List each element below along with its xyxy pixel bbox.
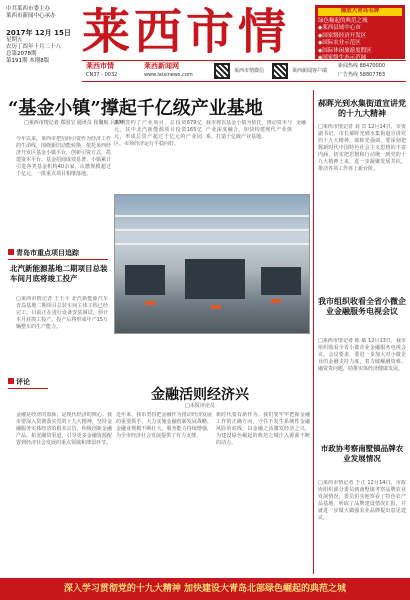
square-icon bbox=[8, 378, 14, 384]
organizer-line: 中共莱西市委主办 bbox=[6, 6, 51, 12]
date-block bbox=[6, 30, 78, 65]
organizer-line: 莱西市新闻中心承办 bbox=[6, 13, 56, 19]
promo-line: 绿色崛起的典范之城 bbox=[318, 17, 368, 24]
lunar-date: 农历丁酉年十月二十八 bbox=[6, 44, 62, 50]
right-headline: 我市组织收看全省小微企业金融服务电视会议 bbox=[318, 296, 406, 316]
right-body: □莱西市情记者 陈 敏 12月13日，我市组织收看全省小微企业金融服务电视会议。会议要求，要进一步加大对小微企业的金融支持力度，着力破解融资难、融资贵问题，助推实体经济健康发展。 bbox=[318, 338, 406, 372]
right-headline: 市政协考察南墅镇品牌农业发展情况 bbox=[320, 444, 404, 463]
qr-code-icon bbox=[272, 63, 288, 79]
section-tag-label: 青岛市重点项目追踪 bbox=[16, 249, 79, 257]
opinion-byline: □本报评论员 bbox=[185, 403, 215, 409]
promo-line: ◆国家级生态示范城 bbox=[318, 55, 367, 61]
ribbon-wechat: 莱西市情微信 bbox=[234, 68, 265, 74]
lead-column: 集中签约了产业项目，总投资679亿元，其中北汽新能源项目投资165亿元，形成总资产超过千亿元的产业园区。市场经济运行平稳向好。 bbox=[114, 120, 202, 147]
promo-line: ◆国家级经济开发区 bbox=[318, 32, 367, 39]
right-body: □莱西市情记者 刘 宾 12月14日，市委副书记、市长郝晖光到水集街道宣讲党的十九大精神。郝晖光强调，要深刻把握新时代中国特色社会主义思想的丰富内涵，切实把思想和行动统一到党的十九大精神上来，进一步凝聚发展共识，推动各项工作再上新台阶。 bbox=[318, 124, 406, 172]
ribbon-code: CN37 - 0032 bbox=[86, 72, 118, 78]
promo-line: ◆莱西县域中心市 bbox=[318, 25, 361, 31]
footer-banner: 深入学习贯彻党的十九大精神 加快建设大青岛北部绿色崛起的典范之城 bbox=[0, 578, 410, 600]
qr-code-icon bbox=[214, 63, 230, 79]
right-headline: 郝晖光到水集街道宣讲党的十九大精神 bbox=[318, 98, 406, 118]
opinion-column: 金融是经济的血脉，是现代经济的核心。我市要深入贯彻落实党的十九大精神，坚持金融服务实体经济的根本宗旨，积极创新金融产品，拓宽融资渠道，引导更多金融资源配置到经济社会发展的重点领域和薄弱环节。 bbox=[16, 412, 112, 446]
organizer-block bbox=[6, 6, 78, 20]
column-divider bbox=[313, 90, 314, 574]
lead-column: 我市将以基金小镇为依托，推动资本与产业深度融合，加快构建现代产业体系，打造千亿级产业基地。 bbox=[206, 120, 292, 140]
right-body: □莱西市情记者 于正 12月14日，市政协组织部分委员到南墅镇考察品牌农业发展情况。委员们实地察看了特色农产品基地，听取了品牌建设情况汇报，并就进一步做大做强农业品牌提出意见建议。 bbox=[318, 480, 406, 521]
promo-line: ◆国际农业示范区 bbox=[318, 40, 361, 46]
issue-date: 2017年 12月 15日 bbox=[6, 29, 71, 37]
promo-line: ◆国际休闲旅游度假区 bbox=[318, 47, 372, 54]
contact-ribbon bbox=[82, 60, 406, 82]
ribbon-url: www.laixinews.com bbox=[144, 72, 193, 78]
opinion-column: 近年来，我市坚持把金融作为推动经济发展的重要抓手，大力实施金融创新发展战略，金融业规模不断壮大，服务能力持续增强，为全市经济社会发展提供了有力支撑。 bbox=[116, 412, 212, 439]
ribbon-app: 莱西新闻客户端 bbox=[292, 68, 328, 74]
issue-total: 总第2078期 bbox=[6, 51, 37, 57]
issue-pages: 第191期 本期8版 bbox=[6, 58, 50, 64]
weekday: 星期五 bbox=[6, 37, 23, 43]
story-body: □莱西市情记者 王玉平 北汽新能源汽车青岛基地二期项目总装车间主体工程已经完工，目前正在进行设备安装调试，预计本月底竣工投产，投产后将形成年产15万辆整车的生产能力。 bbox=[16, 296, 108, 330]
ribbon-site-logo: 莱西新闻网 bbox=[144, 62, 179, 70]
lead-column: 今年以来，莱西市把招商引资作为经济工作的生命线，围绕新旧动能转换，依托莱西经济开发区基金小镇平台，创新引资方式，搭建资本平台，基金招商成效显著。小镇累计引进各类基金机构40余家，认缴规模超过千亿元，一批重点项目相继落地。 bbox=[16, 136, 111, 177]
story-headline: 北汽新能源基地二期项目总装车间月底将竣工投产 bbox=[10, 264, 108, 283]
ribbon-phone-ads: 广告热线 58807783 bbox=[338, 72, 386, 78]
ribbon-phone-news: 新闻热线 88470000 bbox=[338, 63, 386, 69]
section-tag-label: 评论 bbox=[16, 378, 30, 386]
square-icon bbox=[8, 249, 14, 255]
lead-column: 金融 bbox=[296, 120, 307, 126]
lead-byline: □莱西市情记者 郑国宝 通讯员 崔馨航 吕树明 bbox=[24, 120, 126, 126]
lead-headline: “基金小镇”撑起千亿级产业基地 bbox=[8, 98, 263, 119]
opinion-headline: 金融活则经济兴 bbox=[151, 387, 249, 403]
promo-box bbox=[315, 5, 405, 59]
opinion-column: 新时代要有新作为。我们要牢牢把握金融工作的正确方向，守住不发生系统性金融风险的底线，以金融之活激发经济之兴，为建设绿色崛起的典范之城注入源源不断的动力。 bbox=[216, 412, 310, 446]
promo-title: 播放大青岛名牌 bbox=[318, 8, 402, 16]
section-tag bbox=[8, 377, 48, 389]
section-tag bbox=[8, 248, 108, 260]
factory-photo bbox=[114, 194, 310, 334]
newspaper-title: 莱西市情 bbox=[82, 4, 291, 60]
ribbon-logo: 莱西市情 bbox=[86, 62, 114, 70]
